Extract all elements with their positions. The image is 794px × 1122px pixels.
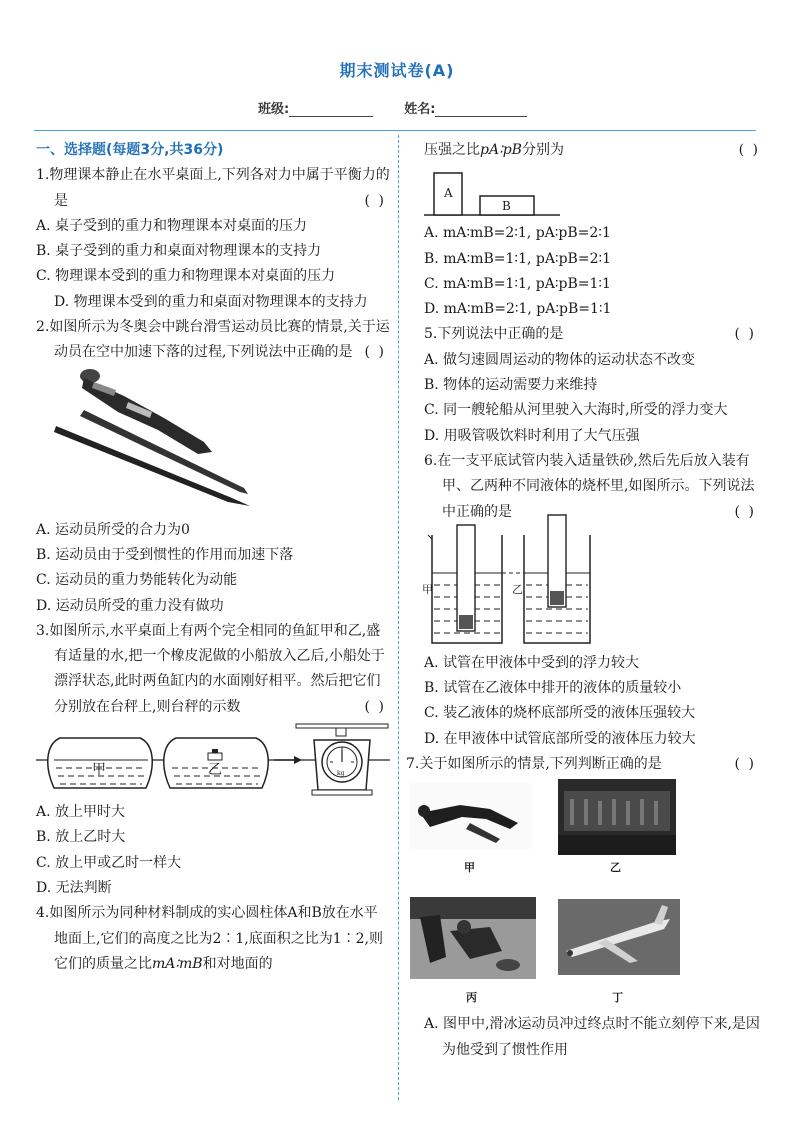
column-divider xyxy=(398,135,399,1100)
page-title: 期末测试卷(A) xyxy=(339,61,455,80)
class-label: 班级: xyxy=(258,102,290,117)
question-stem: 1.物理课本静止在水平桌面上,下列各对力中属于平衡力的是 ( ) xyxy=(36,163,390,214)
photo-caption-bing: 丙 xyxy=(466,991,477,1005)
answer-bracket[interactable]: ( ) xyxy=(738,142,760,158)
tank-label-yi: 乙 xyxy=(208,762,222,779)
ski-jumper-figure xyxy=(54,368,254,518)
beaker-label-jia: 甲 xyxy=(422,582,433,596)
scale-unit: kg xyxy=(337,770,345,778)
question-stem: 6.在一支平底试管内装入适量铁砂,然后先后放入装有甲、乙两种不同液体的烧杯里,如图所示。下列说法中正确的是 ( ) xyxy=(424,449,760,525)
option-d: D. mA∶mB=2∶1, pA∶pB=1∶1 xyxy=(424,301,612,318)
option-a: A. 运动员所受的合力为0 xyxy=(36,521,190,538)
beaker-label-yi: 乙 xyxy=(512,582,523,596)
answer-bracket[interactable]: ( ) xyxy=(364,698,386,715)
photo-caption-yi: 乙 xyxy=(610,861,621,875)
section-heading: 一、选择题(每题3分,共36分) xyxy=(36,142,224,158)
question-5 xyxy=(424,322,760,448)
option-c: C. mA∶mB=1∶1, pA∶pB=1∶1 xyxy=(424,275,611,292)
option-b: B. 物体的运动需要力来维持 xyxy=(424,377,598,394)
option-a: A. 图甲中,滑冰运动员冲过终点时不能立刻停下来,是因为他受到了惯性作用 xyxy=(424,1016,760,1058)
option-b: B. 试管在乙液体中排开的液体的质量较小 xyxy=(424,680,682,697)
option-a: A. 放上甲时大 xyxy=(36,804,126,821)
photo-grid xyxy=(406,777,760,1012)
option-a: A. mA∶mB=2∶1, pA∶pB=2∶1 xyxy=(424,225,611,242)
photo-caption-ding: 丁 xyxy=(612,991,623,1005)
question-3 xyxy=(36,619,390,901)
option-d: D. 在甲液体中试管底部所受的液体压力较大 xyxy=(424,730,696,747)
question-4 xyxy=(424,138,760,322)
answer-bracket[interactable]: ( ) xyxy=(734,503,756,520)
tank-label-jia: 甲 xyxy=(92,762,106,779)
test-tube-beakers-figure xyxy=(424,525,594,651)
photo-dark-scene xyxy=(558,779,676,855)
answer-bracket[interactable]: ( ) xyxy=(364,192,386,209)
option-a: A. 试管在甲液体中受到的浮力较大 xyxy=(424,654,640,671)
question-1 xyxy=(36,163,390,315)
option-d: D. 物理课本受到的重力和桌面对物理课本的支持力 xyxy=(54,293,368,310)
name-blank[interactable] xyxy=(435,104,527,117)
class-blank[interactable] xyxy=(289,104,373,117)
question-stem: 3.如图所示,水平桌面上有两个完全相同的鱼缸甲和乙,盛有适量的水,把一个橡皮泥做的小船放入乙后,小船处于漂浮状态,此时两鱼缸内的水面刚好相平。然后把它们分别放在台秤上,则台秤的示数 ( ) xyxy=(36,619,390,720)
right-column xyxy=(406,138,760,1063)
question-4-stem-part xyxy=(36,901,390,977)
cylinder-b-label: B xyxy=(502,199,511,214)
student-info xyxy=(258,98,527,117)
option-c: C. 同一艘轮船从河里驶入大海时,所受的浮力变大 xyxy=(424,402,728,419)
option-b: B. 桌子受到的重力和桌面对物理课本的支持力 xyxy=(36,243,322,260)
photo-curling xyxy=(410,897,536,979)
fish-tank-scale-figure xyxy=(36,720,390,800)
cylinder-a-label: A xyxy=(444,186,453,201)
photo-caption-jia: 甲 xyxy=(464,861,475,875)
question-stem: 5.下列说法中正确的是 ( ) xyxy=(424,322,760,347)
option-d: D. 运动员所受的重力没有做功 xyxy=(36,597,224,614)
question-stem: 2.如图所示为冬奥会中跳台滑雪运动员比赛的情景,关于运动员在空中加速下落的过程,下列说法中正确的是 ( ) xyxy=(36,315,390,366)
option-d: D. 用吸管吸饮料时利用了大气压强 xyxy=(424,427,640,444)
question-7 xyxy=(406,752,760,1063)
option-a: A. 桌子受到的重力和物理课本对桌面的压力 xyxy=(36,217,308,234)
option-d: D. 无法判断 xyxy=(36,879,112,896)
answer-bracket[interactable]: ( ) xyxy=(364,344,386,361)
option-a: A. 做匀速圆周运动的物体的运动状态不改变 xyxy=(424,351,696,368)
answer-bracket[interactable]: ( ) xyxy=(734,756,756,773)
cylinders-figure xyxy=(424,163,564,221)
photo-airplane xyxy=(558,899,680,975)
left-column xyxy=(36,138,390,977)
question-stem: 7.关于如图所示的情景,下列判断正确的是 ( ) xyxy=(406,752,760,777)
name-label: 姓名: xyxy=(404,102,436,117)
option-c: C. 装乙液体的烧杯底部所受的液体压强较大 xyxy=(424,705,696,722)
question-stem: 4.如图所示为同种材料制成的实心圆柱体A和B放在水平地面上,它们的高度之比为2∶1,底面积之比为1∶2,则它们的质量之比mA∶mB和对地面的 xyxy=(36,905,383,972)
option-c: C. 物理课本受到的重力和物理课本对桌面的压力 xyxy=(36,268,336,285)
option-b: B. 运动员由于受到惯性的作用而加速下落 xyxy=(36,546,294,563)
question-6 xyxy=(424,449,760,752)
question-stem-continued: 压强之比pA∶pB分别为 ( ) xyxy=(424,138,760,163)
option-b: B. 放上乙时大 xyxy=(36,829,126,846)
question-2 xyxy=(36,315,390,619)
option-c: C. 放上甲或乙时一样大 xyxy=(36,854,182,871)
header-rule xyxy=(34,130,756,131)
option-b: B. mA∶mB=1∶1, pA∶pB=2∶1 xyxy=(424,250,612,267)
option-c: C. 运动员的重力势能转化为动能 xyxy=(36,572,238,589)
answer-bracket[interactable]: ( ) xyxy=(734,326,756,343)
photo-speed-skater xyxy=(410,783,532,849)
